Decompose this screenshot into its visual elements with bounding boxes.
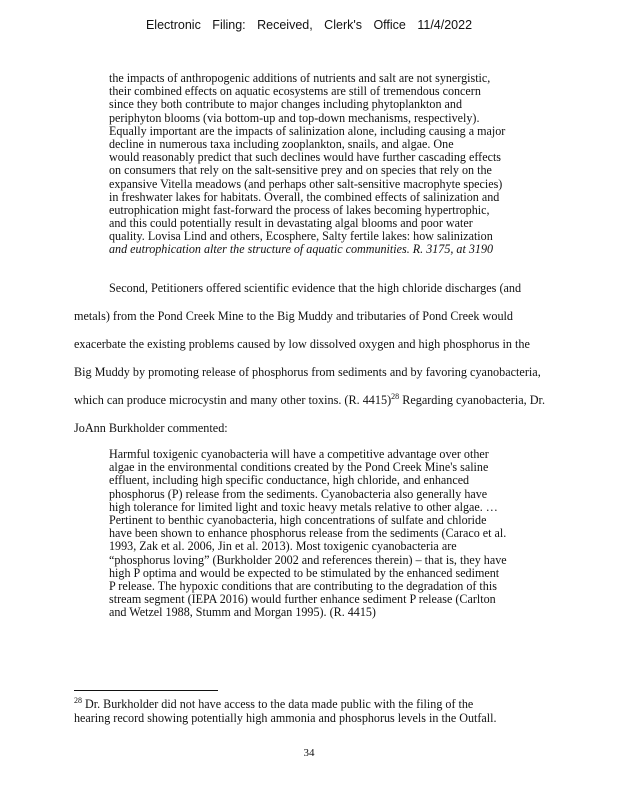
- footnote-28: [74, 697, 544, 725]
- footnote-text: Dr. Burkholder did not have access to the data made public with the filing of the: [85, 697, 474, 711]
- quote-line: algae in the environmental conditions created by the Pond Creek Mine's saline: [109, 460, 489, 475]
- body-paragraph: [74, 274, 594, 442]
- footnote-line: hearing record showing potentially high ammonia and phosphorus levels in the Outfall.: [74, 711, 497, 725]
- quote-line: effluent, including high specific conductance, high chloride, and enhanced: [109, 473, 470, 488]
- quote-line: 1993, Zak et al. 2006, Jin et al. 2013). Most toxigenic cyanobacteria are: [109, 539, 457, 554]
- quote-line: on consumers that rely on the salt-sensitive prey and on species that rely on the: [109, 163, 492, 178]
- body-line: metals) from the Pond Creek Mine to the Big Muddy and tributaries of Pond Creek would: [74, 309, 514, 323]
- body-line: Big Muddy by promoting release of phosphorus from sediments and by favoring cyanobacteria,: [74, 365, 541, 379]
- quote-line: and Wetzel 1988, Stumm and Morgan 1995). (R. 4415): [109, 605, 376, 620]
- body-line: JoAnn Burkholder commented:: [74, 421, 228, 435]
- quote-line: eutrophication might fast-forward the process of lakes becoming hypertrophic,: [109, 202, 490, 217]
- footnote-line: [74, 697, 544, 711]
- quote-line: their combined effects on aquatic ecosystems are still of tremendous concern: [109, 84, 481, 99]
- footnote-number: 28: [74, 695, 82, 705]
- quote-line: in freshwater lakes for habitats. Overall, the combined effects of salinization and: [109, 189, 500, 204]
- quote-line: and this could potentially result in devastating algal blooms and poor water: [109, 216, 473, 231]
- body-line: [74, 386, 594, 414]
- quote-line: would reasonably predict that such declines would have further cascading effects: [109, 150, 502, 165]
- body-line: exacerbate the existing problems caused by low dissolved oxygen and high phosphorus in the: [74, 337, 530, 351]
- filing-stamp-header: Electronic Filing: Received, Clerk's Office 11/4/2022: [145, 18, 473, 32]
- quote-line-citation: and eutrophication alter the structure of aquatic communities. R. 3175, at 3190: [109, 242, 494, 257]
- block-quote-burkholder: [109, 448, 555, 619]
- footnote-separator: [74, 690, 218, 691]
- quote-line: stream segment (IEPA 2016) would further enhance sediment P release (Carlton: [109, 592, 496, 607]
- page-number: 34: [303, 747, 315, 759]
- quote-line: Pertinent to benthic cyanobacteria, high concentrations of sulfate and chloride: [109, 512, 487, 527]
- quote-line: Equally important are the impacts of salinization alone, including causing a major: [109, 123, 506, 138]
- body-line: Second, Petitioners offered scientific evidence that the high chloride discharges (and: [109, 281, 522, 295]
- quote-line: “phosphorus loving” (Burkholder 2002 and references therein) – that is, they have: [109, 552, 507, 567]
- quote-line: periphyton blooms (via bottom-up and top-down mechanisms, respectively).: [109, 110, 480, 125]
- quote-line: expansive Vitella meadows (and perhaps other salt-sensitive macrophyte species): [109, 176, 503, 191]
- block-quote-lind: [109, 72, 555, 257]
- body-line-text: which can produce microcystin and many other toxins. (R. 4415): [74, 393, 392, 407]
- quote-line: since they both contribute to major changes including phytoplankton and: [109, 97, 462, 112]
- quote-line: high P optima and would be expected to be stimulated by the enhanced sediment: [109, 565, 500, 580]
- quote-line: the impacts of anthropogenic additions of nutrients and salt are not synergistic,: [109, 71, 491, 85]
- body-line-text: Regarding cyanobacteria, Dr.: [402, 393, 545, 407]
- quote-line: Harmful toxigenic cyanobacteria will have a competitive advantage over other: [109, 447, 489, 461]
- quote-line: phosphorus (P) release from the sediments. Cyanobacteria also generally have: [109, 486, 488, 501]
- footnote-ref-28[interactable]: 28: [391, 391, 400, 401]
- quote-line: have been shown to enhance phosphorus release from the sediments (Caraco et al.: [109, 526, 507, 541]
- quote-line: quality. Lovisa Lind and others, Ecosphere, Salty fertile lakes: how salinization: [109, 229, 493, 244]
- quote-line: decline in numerous taxa including zooplankton, snails, and algae. One: [109, 136, 454, 151]
- quote-line: P release. The hypoxic conditions that are contributing to the degradation of this: [109, 578, 497, 593]
- quote-line: high tolerance for limited light and toxic heavy metals relative to other algae. …: [109, 499, 498, 514]
